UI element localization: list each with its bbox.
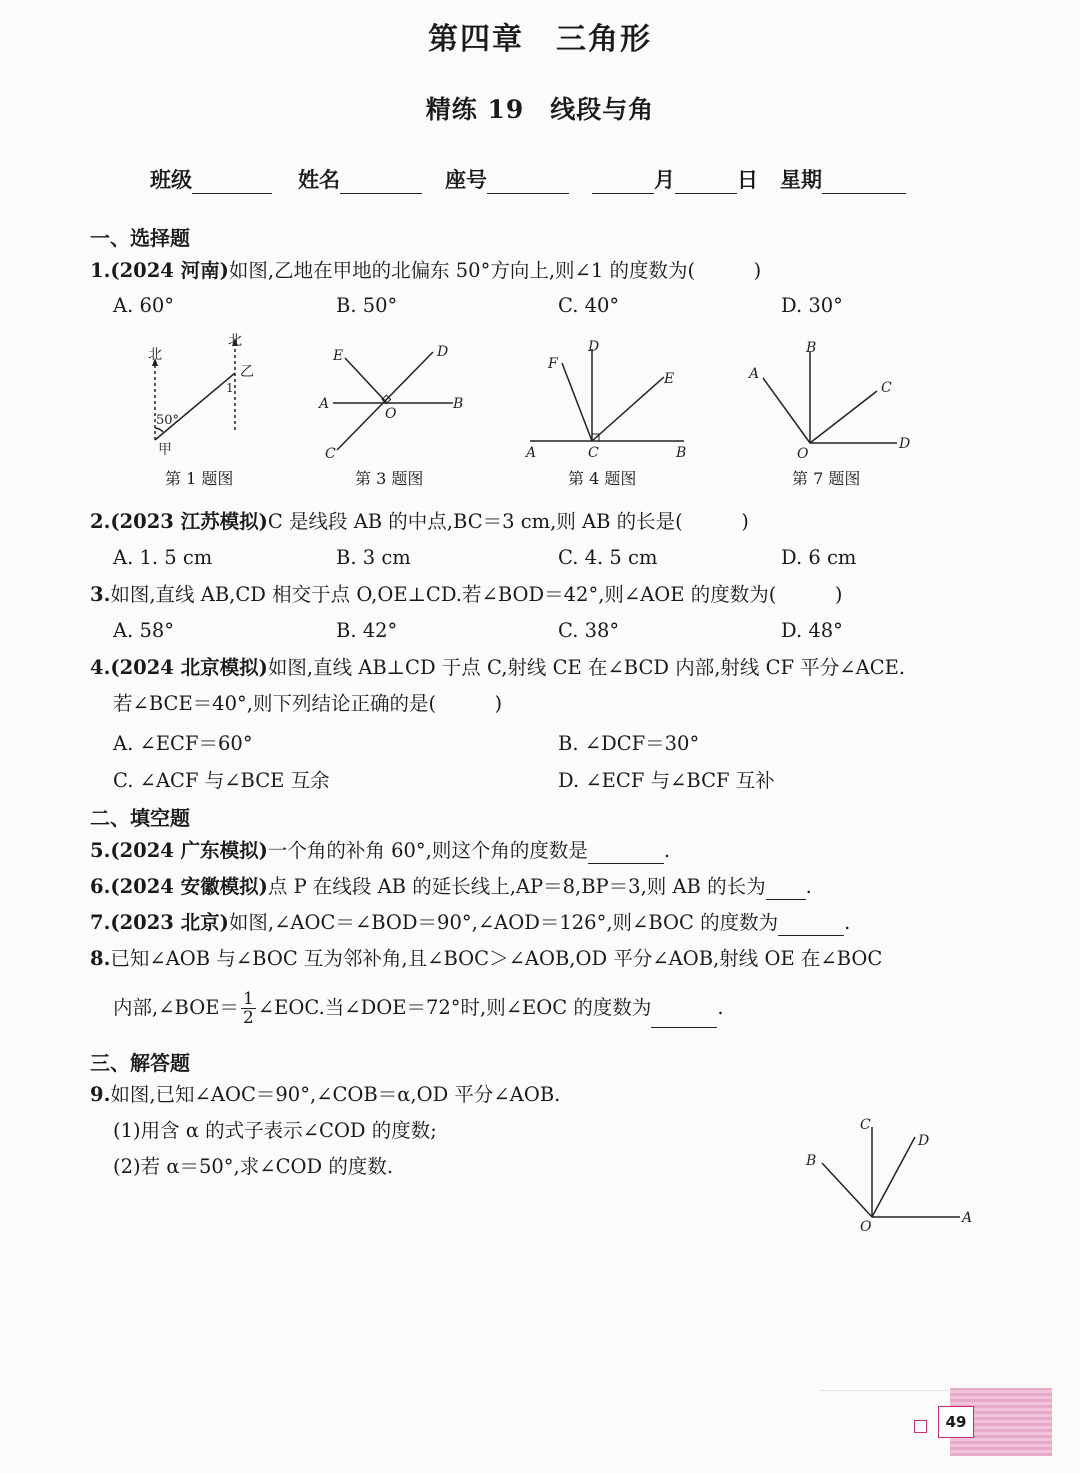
fig7-label-o: O	[797, 446, 809, 462]
fig9-label-a: A	[962, 1210, 973, 1226]
fig3-label-a: A	[319, 396, 330, 412]
q1-option-a[interactable]: A. 60°	[113, 294, 175, 317]
section-solve: 三、解答题	[90, 1051, 190, 1075]
q7-answer-blank[interactable]	[778, 913, 844, 936]
question-5: 5.(2024 广东模拟)一个角的补角 60°,则这个角的度数是 .	[90, 839, 671, 862]
fig9-label-c: C	[860, 1117, 871, 1133]
fig1-label-angle: 50°	[156, 413, 180, 428]
question-8-line2: 内部,∠BOE＝ $\frac{1}{2}$ ∠EOC.当∠DOE＝72°时,则∠EOC 的度数为 .	[113, 989, 724, 1028]
square-icon	[914, 1420, 927, 1433]
fig3-label-e: E	[333, 348, 344, 364]
fig9-ray-ob	[822, 1163, 872, 1217]
fig7-label-d: D	[899, 436, 911, 452]
fig1-label-jia: 甲	[158, 442, 172, 458]
question-9-part2: (2)若 α＝50°,求∠COD 的度数.	[113, 1155, 394, 1178]
figure-4-caption: 第 4 题图	[568, 469, 637, 488]
date-field[interactable]	[592, 164, 758, 194]
question-4-line2: 若∠BCE＝40°,则下列结论正确的是( )	[113, 692, 503, 715]
question-4: 4.(2024 北京模拟)如图,直线 AB⊥CD 于点 C,射线 CE 在∠BCD 内部,射线 CF 平分∠ACE.	[90, 656, 906, 679]
fig4-label-f: F	[548, 356, 558, 372]
seat-label: 座号	[445, 167, 487, 192]
question-9: 9.如图,已知∠AOC＝90°,∠COB＝α,OD 平分∠AOB.	[90, 1083, 561, 1106]
question-1: 1.(2024 河南)如图,乙地在甲地的北偏东 50°方向上,则∠1 的度数为( )	[90, 259, 762, 282]
name-field[interactable]	[298, 164, 422, 194]
fig9-label-d: D	[918, 1133, 930, 1149]
figure-3-caption: 第 3 题图	[355, 469, 424, 488]
figure-7	[745, 336, 920, 463]
figure-9	[800, 1115, 980, 1235]
page-number: 49	[938, 1406, 974, 1438]
question-2: 2.(2023 江苏模拟)C 是线段 AB 的中点,BC＝3 cm,则 AB 的长是( )	[90, 510, 749, 533]
fig9-label-b: B	[806, 1153, 817, 1169]
question-6: 6.(2024 安徽模拟)点 P 在线段 AB 的延长线上,AP＝8,BP＝3,则 AB 的长为 .	[90, 875, 812, 898]
fig1-label-north2: 北	[228, 333, 242, 349]
fig3-label-c: C	[325, 446, 336, 462]
question-3: 3.如图,直线 AB,CD 相交于点 O,OE⊥CD.若∠BOD＝42°,则∠AOE 的度数为( )	[90, 583, 843, 606]
question-7: 7.(2023 北京)如图,∠AOC＝∠BOD＝90°,∠AOD＝126°,则∠BOC 的度数为 .	[90, 911, 851, 934]
section-fill: 二、填空题	[90, 806, 190, 830]
fig3-label-b: B	[453, 396, 464, 412]
q3-option-d[interactable]: D. 48°	[781, 619, 843, 642]
q4-option-a[interactable]: A. ∠ECF＝60°	[113, 732, 253, 755]
q2-option-b[interactable]: B. 3 cm	[336, 546, 411, 569]
figure-7-caption: 第 7 题图	[792, 469, 861, 488]
q8-answer-blank[interactable]	[651, 1005, 717, 1028]
footer-divider	[820, 1390, 948, 1391]
fig4-label-a: A	[526, 445, 537, 461]
q3-option-b[interactable]: B. 42°	[336, 619, 398, 642]
fig1-label-one: 1	[226, 381, 234, 395]
fig3-ray-oe	[345, 358, 387, 403]
name-label: 姓名	[298, 167, 340, 192]
q1-option-c[interactable]: C. 40°	[558, 294, 620, 317]
section-choice: 一、选择题	[90, 226, 190, 250]
fig4-ray-cf	[562, 363, 592, 441]
q2-option-c[interactable]: C. 4. 5 cm	[558, 546, 658, 569]
q8-fraction: $\frac{1}{2}$	[242, 989, 254, 1028]
class-label: 班级	[150, 167, 192, 192]
class-field[interactable]	[150, 164, 272, 194]
chapter-title: 第四章 三角形	[428, 22, 652, 57]
question-8: 8.已知∠AOB 与∠BOC 互为邻补角,且∠BOC＞∠AOB,OD 平分∠AOB,射线 OE 在∠BOC	[90, 947, 883, 970]
q1-option-b[interactable]: B. 50°	[336, 294, 398, 317]
fig4-label-d: D	[588, 339, 600, 355]
lesson-title: 精练 19 线段与角	[425, 95, 655, 124]
figure-1	[130, 328, 270, 463]
q3-option-c[interactable]: C. 38°	[558, 619, 620, 642]
fig1-angle-arc	[155, 428, 163, 432]
q2-option-d[interactable]: D. 6 cm	[781, 546, 857, 569]
q5-answer-blank[interactable]	[588, 841, 664, 864]
seat-field[interactable]	[445, 164, 569, 194]
fig4-ray-ce	[592, 377, 664, 441]
fig3-label-o: O	[385, 406, 397, 422]
figure-1-caption: 第 1 题图	[165, 469, 234, 488]
fig1-path-line	[155, 373, 235, 440]
month-label: 月	[654, 167, 675, 192]
fig1-label-north: 北	[148, 347, 162, 363]
q1-option-d[interactable]: D. 30°	[781, 294, 843, 317]
fig7-ray-oc	[810, 391, 877, 443]
fig4-label-e: E	[664, 371, 675, 387]
fig7-ray-oa	[763, 378, 810, 443]
weekday-label: 星期	[780, 167, 822, 192]
fig7-label-b: B	[806, 340, 817, 356]
fig9-ray-od	[872, 1137, 915, 1217]
q2-option-a[interactable]: A. 1. 5 cm	[113, 546, 213, 569]
q4-option-d[interactable]: D. ∠ECF 与∠BCF 互补	[558, 769, 775, 792]
q4-option-c[interactable]: C. ∠ACF 与∠BCE 互余	[113, 769, 330, 792]
fig1-label-yi: 乙	[240, 364, 254, 380]
figure-4	[522, 335, 692, 463]
fig4-label-b: B	[676, 445, 687, 461]
question-9-part1: (1)用含 α 的式子表示∠COD 的度数;	[113, 1119, 437, 1142]
figure-3	[315, 338, 465, 463]
fig7-label-c: C	[881, 380, 892, 396]
fig3-label-d: D	[437, 344, 449, 360]
fig9-label-o: O	[860, 1219, 872, 1235]
weekday-field[interactable]	[780, 164, 906, 194]
day-label: 日	[737, 167, 758, 192]
fig7-label-a: A	[749, 366, 760, 382]
q6-answer-blank[interactable]	[766, 877, 806, 900]
q4-option-b[interactable]: B. ∠DCF＝30°	[558, 732, 700, 755]
fig4-label-c: C	[588, 445, 599, 461]
q3-option-a[interactable]: A. 58°	[113, 619, 175, 642]
